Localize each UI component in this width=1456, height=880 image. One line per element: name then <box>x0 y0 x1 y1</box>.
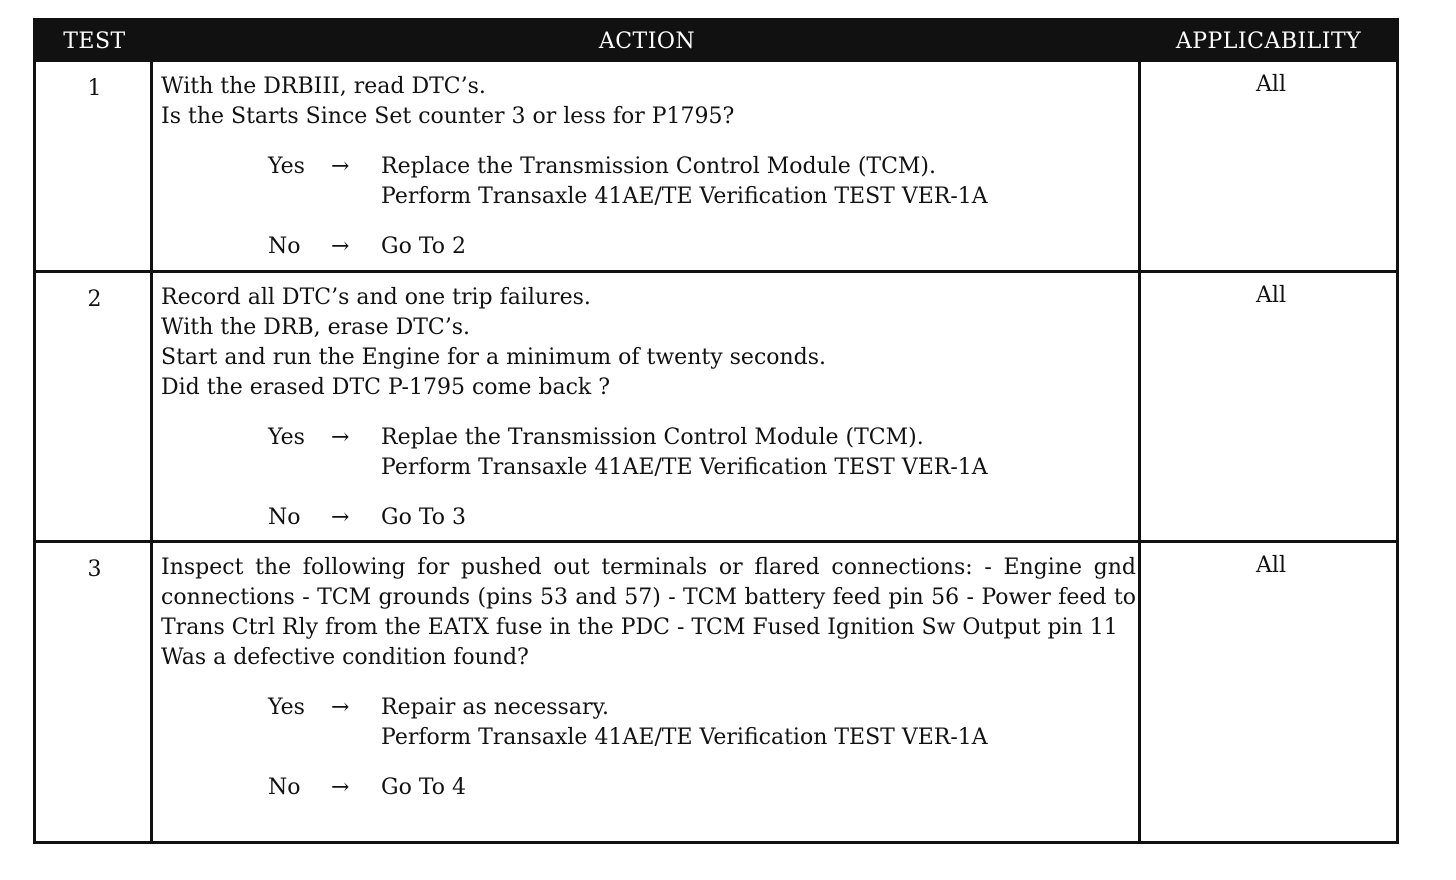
yes-answer <box>161 693 1136 723</box>
action-line: Record all DTC’s and one trip failures. <box>161 285 591 310</box>
yes-answer-continued <box>161 182 1136 212</box>
yes-label: Yes <box>268 154 305 179</box>
action-line: With the DRBIII, read DTC’s. <box>161 74 486 99</box>
arrow-icon: → <box>331 505 350 530</box>
applicability-cell: All <box>1256 72 1286 97</box>
no-label: No <box>268 505 301 530</box>
no-label: No <box>268 234 301 259</box>
no-action: Go To 4 <box>381 775 467 800</box>
arrow-icon: → <box>331 425 350 450</box>
table-row <box>36 273 1396 540</box>
table-row <box>36 543 1396 844</box>
arrow-icon: → <box>331 234 350 259</box>
yes-answer <box>161 152 1136 182</box>
no-answer <box>161 773 1136 803</box>
applicability-cell: All <box>1256 553 1286 578</box>
arrow-icon: → <box>331 154 350 179</box>
yes-label: Yes <box>268 425 305 450</box>
test-number: 1 <box>87 76 102 101</box>
action-paragraph: Inspect the following for pushed out terminals or flared connections: - Engine gnd connections - TCM grounds (pins 53 and 57) - TCM battery feed pin 56 - Power feed to Trans Ctrl Rly from the EATX fuse in the PDC - TCM Fused Ignition Sw Output pin 11 <box>161 555 1136 640</box>
header-applicability: APPLICABILITY <box>1175 29 1362 54</box>
yes-action: Perform Transaxle 41AE/TE Verification TEST VER-1A <box>381 725 988 750</box>
no-answer <box>161 503 1136 533</box>
yes-answer-continued <box>161 453 1136 483</box>
test-number: 3 <box>87 557 102 582</box>
no-action: Go To 3 <box>381 505 467 530</box>
action-line: Start and run the Engine for a minimum of twenty seconds. <box>161 345 827 370</box>
yes-action: Repair as necessary. <box>381 695 609 720</box>
no-action: Go To 2 <box>381 234 467 259</box>
applicability-cell: All <box>1256 283 1286 308</box>
action-line: Is the Starts Since Set counter 3 or less for P1795? <box>161 104 735 129</box>
action-cell <box>161 553 1136 803</box>
yes-action: Replace the Transmission Control Module (TCM). <box>381 154 937 179</box>
action-question: Was a defective condition found? <box>161 645 529 670</box>
yes-answer-continued <box>161 723 1136 753</box>
action-cell <box>161 72 1136 262</box>
arrow-icon: → <box>331 775 350 800</box>
no-answer <box>161 232 1136 262</box>
yes-label: Yes <box>268 695 305 720</box>
yes-action: Perform Transaxle 41AE/TE Verification TEST VER-1A <box>381 455 988 480</box>
action-line: With the DRB, erase DTC’s. <box>161 315 471 340</box>
header-action: ACTION <box>598 29 696 54</box>
header-test: TEST <box>63 29 126 54</box>
diagnostic-test-table <box>33 18 1399 844</box>
table-row <box>36 62 1396 270</box>
no-label: No <box>268 775 301 800</box>
action-cell <box>161 283 1136 533</box>
yes-action: Perform Transaxle 41AE/TE Verification TEST VER-1A <box>381 184 988 209</box>
yes-answer <box>161 423 1136 453</box>
arrow-icon: → <box>331 695 350 720</box>
test-number: 2 <box>87 287 102 312</box>
yes-action: Replae the Transmission Control Module (TCM). <box>381 425 924 450</box>
action-line: Did the erased DTC P-1795 come back ? <box>161 375 611 400</box>
table-header <box>36 21 1396 62</box>
